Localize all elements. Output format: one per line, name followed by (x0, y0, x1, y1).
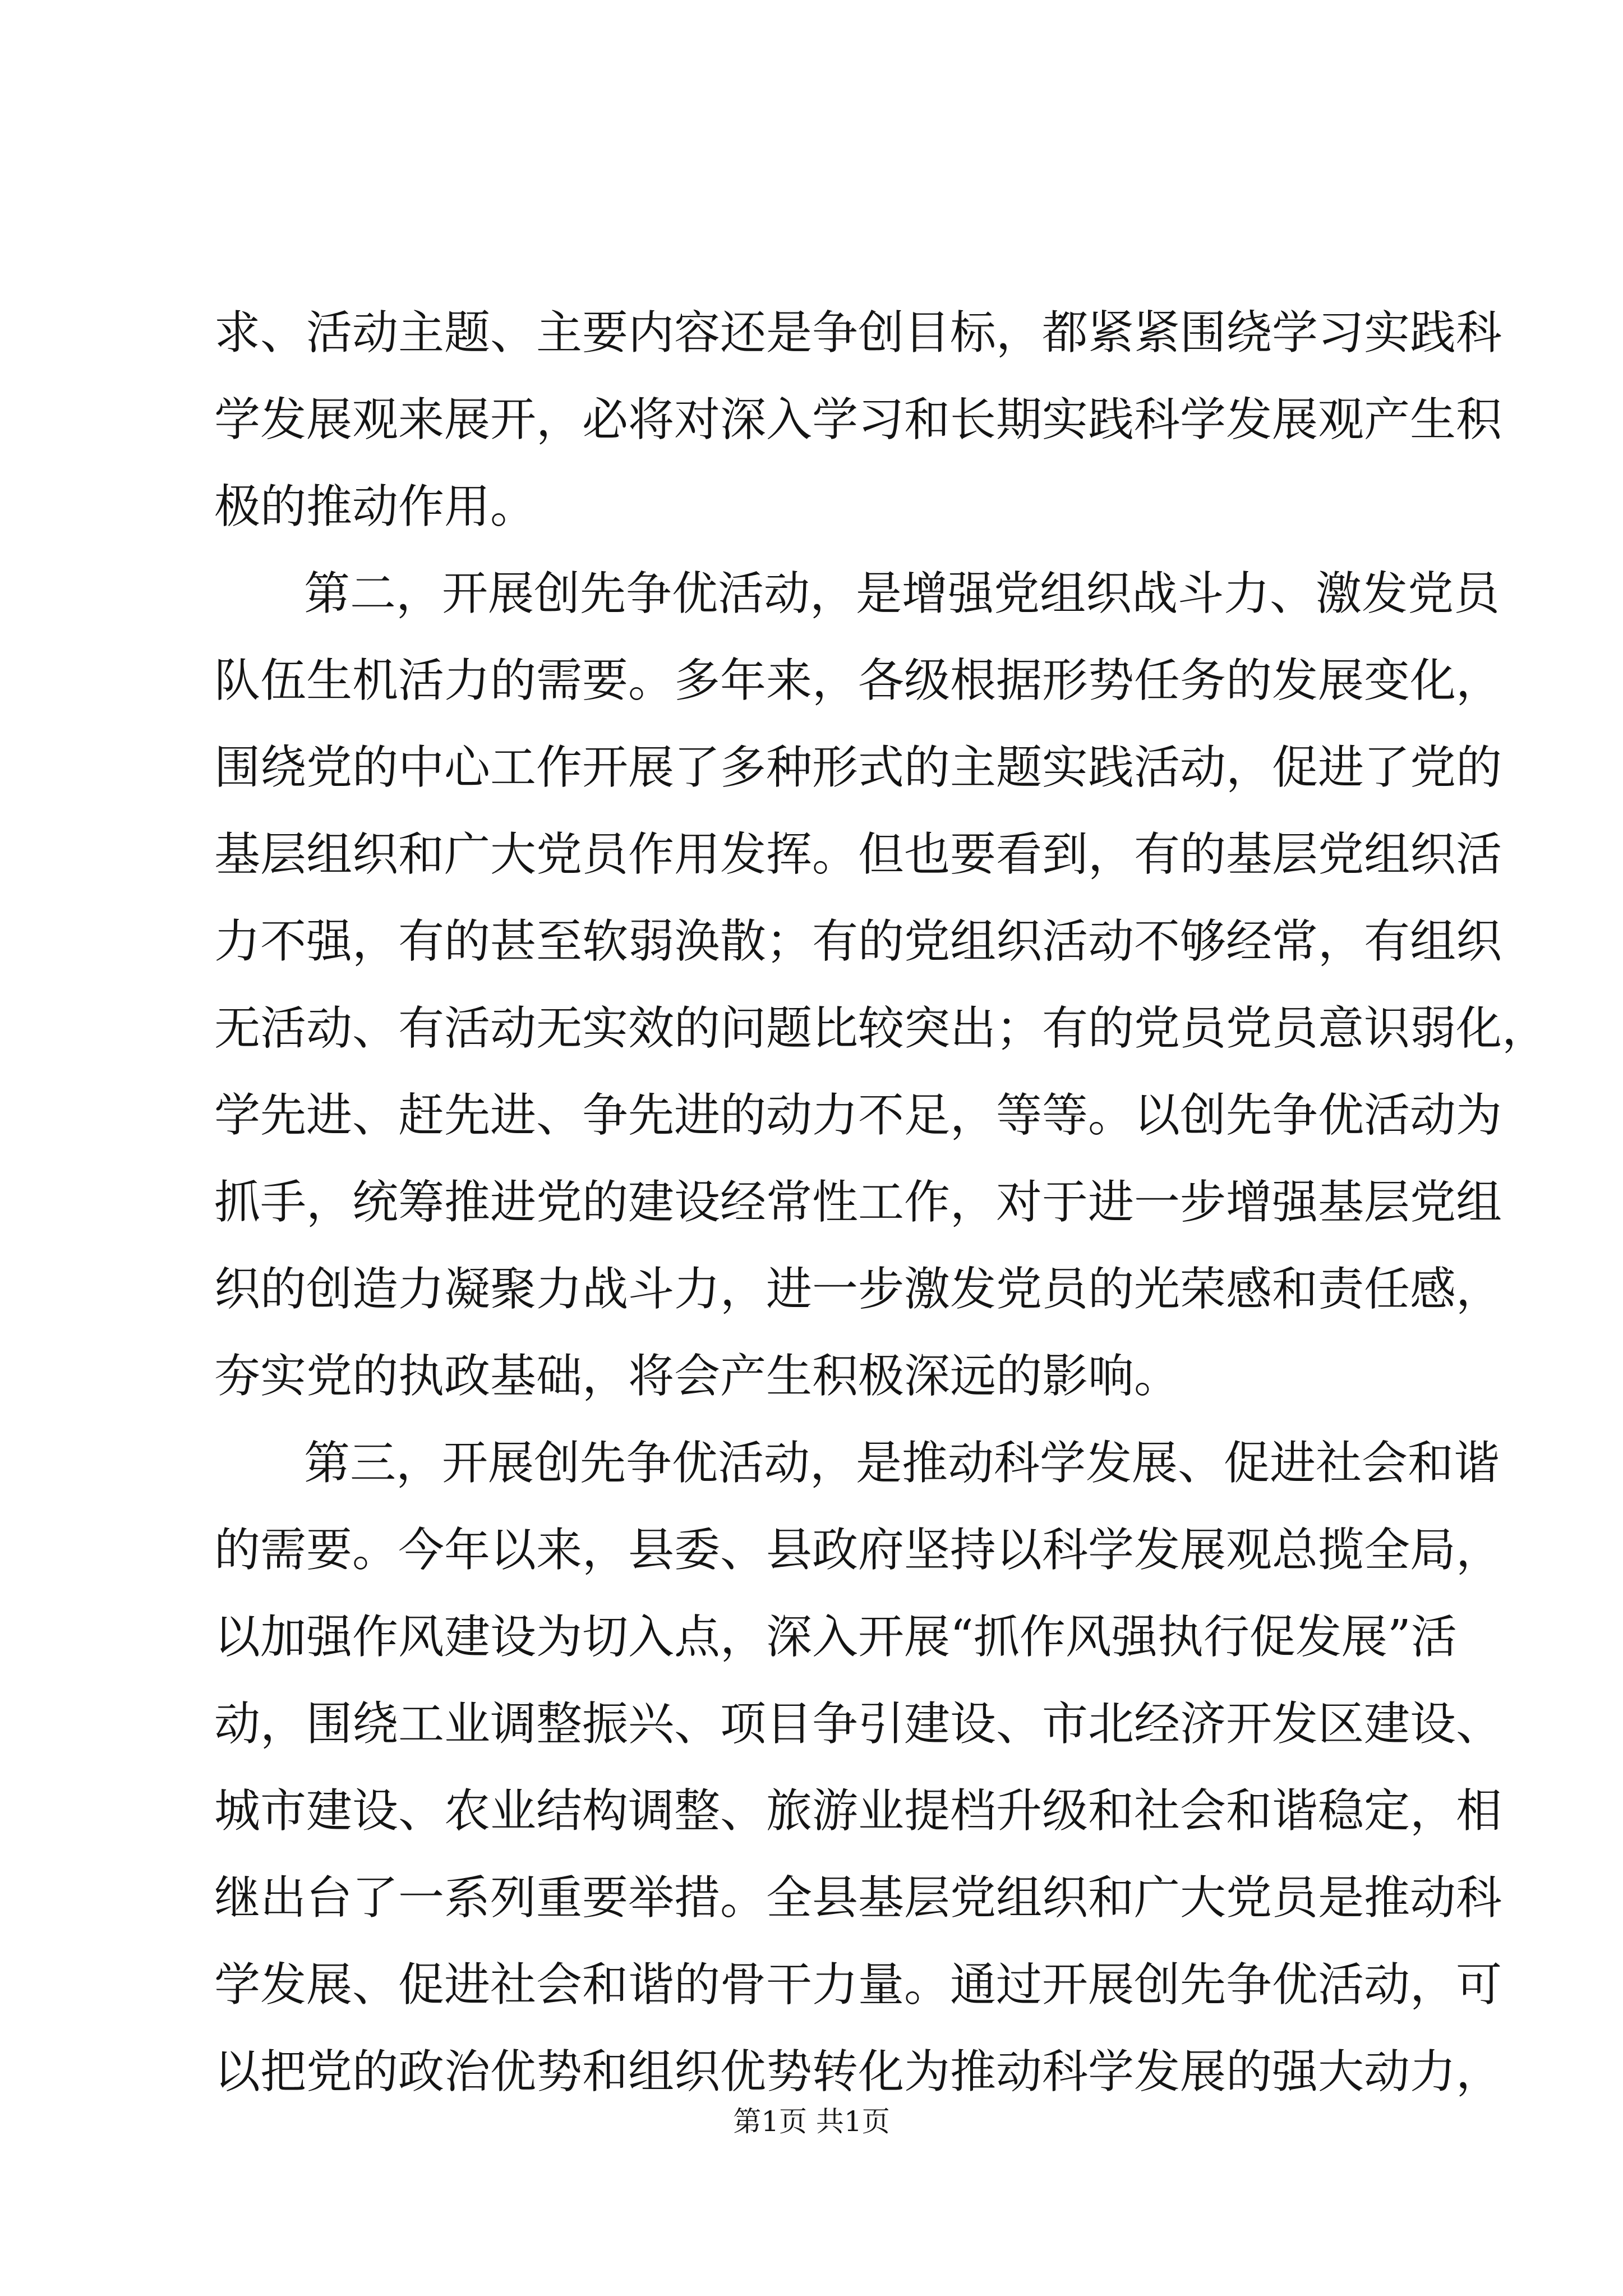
body-line-11: 抓手，统筹推进党的建设经常性工作，对于进一步增强基层党组 (214, 1176, 1502, 1229)
body-line-19: 继出台了一系列重要举措。全县基层党组织和广大党员是推动科 (214, 1871, 1502, 1925)
body-line-4: 第二，开展创先争优活动，是增强党组织战斗力、激发党员 (304, 567, 1500, 620)
body-line-6: 围绕党的中心工作开展了多种形式的主题实践活动，促进了党的 (214, 741, 1502, 794)
body-line-20: 学发展、促进社会和谐的骨干力量。通过开展创先争优活动，可 (214, 1958, 1502, 2012)
body-line-10: 学先进、赶先进、争先进的动力不足，等等。以创先争优活动为 (214, 1089, 1502, 1142)
body-line-16: 以加强作风建设为切入点，深入开展“抓作风强执行促发展”活 (214, 1611, 1457, 1664)
body-line-21: 以把党的政治优势和组织优势转化为推动科学发展的强大动力， (214, 2045, 1502, 2099)
body-line-5: 队伍生机活力的需要。多年来，各级根据形势任务的发展变化， (214, 654, 1502, 707)
body-line-9: 无活动、有活动无实效的问题比较突出；有的党员党员意识弱化， (214, 1002, 1548, 1055)
page-footer: 第1页 共1页 (733, 2105, 890, 2138)
body-line-1: 求、活动主题、主要内容还是争创目标，都紧紧围绕学习实践科 (214, 306, 1502, 360)
body-line-3: 极的推动作用。 (214, 480, 537, 533)
body-line-18: 城市建设、农业结构调整、旅游业提档升级和社会和谐稳定，相 (214, 1784, 1502, 1838)
body-line-17: 动，围绕工业调整振兴、项目争引建设、市北经济开发区建设、 (214, 1697, 1502, 1751)
body-line-2: 学发展观来展开，必将对深入学习和长期实践科学发展观产生积 (214, 393, 1502, 447)
body-line-7: 基层组织和广大党员作用发挥。但也要看到，有的基层党组织活 (214, 828, 1502, 881)
body-line-13: 夯实党的执政基础，将会产生积极深远的影响。 (214, 1350, 1181, 1403)
body-line-15: 的需要。今年以来，县委、县政府坚持以科学发展观总揽全局， (214, 1524, 1502, 1577)
body-line-8: 力不强，有的甚至软弱涣散；有的党组织活动不够经常，有组织 (214, 915, 1502, 968)
body-line-14: 第三，开展创先争优活动，是推动科学发展、促进社会和谐 (304, 1437, 1500, 1490)
body-line-12: 织的创造力凝聚力战斗力，进一步激发党员的光荣感和责任感， (214, 1263, 1502, 1316)
